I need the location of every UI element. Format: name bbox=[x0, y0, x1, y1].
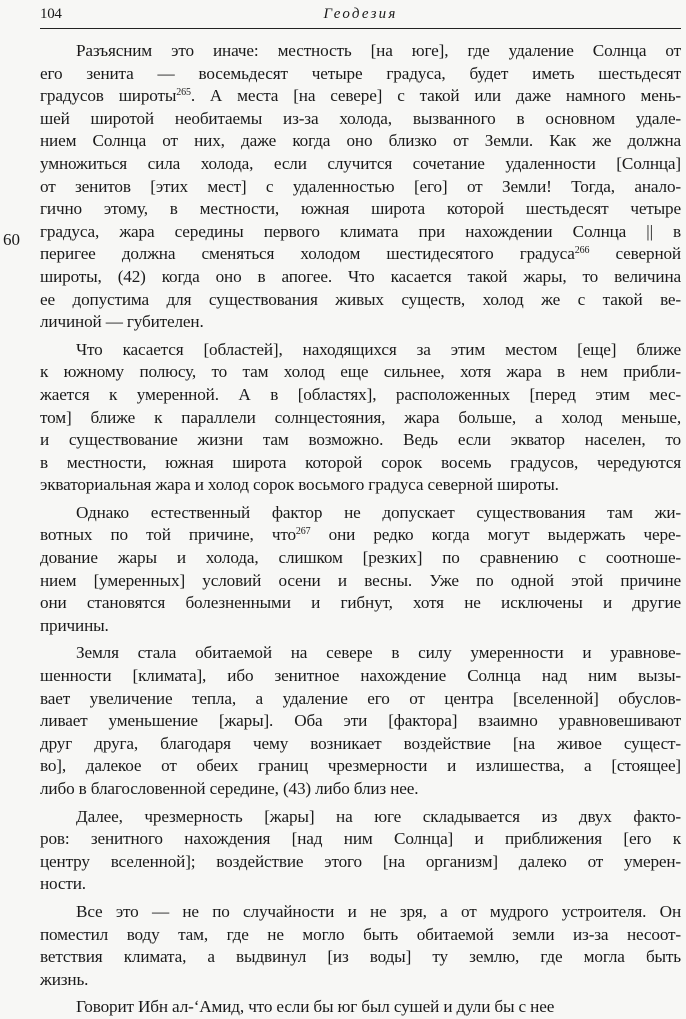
paragraph bbox=[40, 502, 681, 638]
text-run: нием Солнца от них, даже когда оно близко от Земли. Как же должна bbox=[40, 131, 681, 151]
text-run: либо в благословенной середине, (43) либо близ нее. bbox=[40, 779, 419, 798]
text-line bbox=[40, 665, 681, 688]
text-run: шей широтой необитаемы из-за холода, вызванного в основном удале- bbox=[40, 108, 681, 128]
text-run: Что касается [областей], находящихся за этим местом [еще] ближе bbox=[76, 339, 681, 359]
text-line bbox=[40, 407, 681, 430]
text-run: Однако естественный фактор не допускает существования там жи- bbox=[76, 502, 681, 522]
text-line bbox=[40, 153, 681, 176]
text-line bbox=[40, 688, 681, 711]
running-title: Геодезия bbox=[323, 6, 398, 22]
text-line bbox=[40, 733, 681, 756]
text-run: от зенитов [этих мест] с удаленностью [его] от Земли! Тогда, анало- bbox=[40, 176, 681, 196]
text-line bbox=[40, 873, 681, 896]
text-line bbox=[40, 243, 681, 266]
text-line bbox=[40, 361, 681, 384]
text-run: экваториальная жара и холод сорок восьмого градуса северной широты. bbox=[40, 475, 559, 495]
text-line bbox=[40, 108, 681, 131]
text-line bbox=[40, 615, 681, 638]
text-line bbox=[40, 266, 681, 289]
text-line bbox=[40, 63, 681, 86]
text-line bbox=[40, 592, 681, 615]
text-line bbox=[40, 969, 681, 992]
text-run: его зенита — восемьдесят четыре градуса, будет иметь шестьдесят bbox=[40, 63, 681, 83]
page-header bbox=[40, 4, 681, 29]
text-line bbox=[40, 452, 681, 475]
text-line bbox=[40, 311, 681, 334]
text-run: Земля стала обитаемой на севере в силу умеренности и уравнове- bbox=[76, 643, 681, 663]
text-run: в местности, южная широта которой сорок восемь градусов, чередуются bbox=[40, 452, 681, 472]
text-line bbox=[40, 755, 681, 778]
text-run: личиной — губителен. bbox=[40, 312, 204, 332]
text-run: Все это — не по случайности и не зря, а от мудрого устроителя. Он bbox=[76, 901, 681, 921]
text-line bbox=[40, 130, 681, 153]
text-run: они становятся болезненными и гибнут, хотя не исключены и другие bbox=[40, 593, 681, 613]
text-line bbox=[40, 901, 681, 924]
paragraph bbox=[40, 901, 681, 991]
paragraph bbox=[40, 339, 681, 497]
text-line bbox=[40, 384, 681, 407]
text-run: широты, (42) когда оно в апогее. Что касается такой жары, то величина bbox=[40, 266, 681, 286]
text-run: центру вселенной]; воздействие этого [на организм] далеко от умерен- bbox=[40, 851, 681, 871]
text-line bbox=[40, 828, 681, 851]
text-run: ливает уменьшение [жары]. Оба эти [фактора] взаимно уравновешивают bbox=[40, 711, 681, 731]
text-line bbox=[40, 642, 681, 665]
text-line bbox=[40, 806, 681, 829]
text-line bbox=[40, 176, 681, 199]
margin-line-number: 60 bbox=[3, 230, 20, 249]
text-run: поместил воду там, где не могло быть обитаемой земли из-за несоот- bbox=[40, 924, 681, 944]
text-run: Говорит Ибн ал-‘Амид, что если бы юг был сушей и дули бы с нее bbox=[76, 997, 555, 1017]
text-line bbox=[40, 289, 681, 312]
text-run: жизнь. bbox=[40, 969, 89, 989]
footnote-ref: 265 bbox=[176, 87, 191, 99]
page-number: 104 bbox=[40, 6, 62, 22]
text-run: вотных по той причине, что bbox=[40, 525, 296, 545]
text-run: причины. bbox=[40, 615, 109, 635]
text-run: к южному полюсу, то там холод еще сильнее, хотя жара в нем прибли- bbox=[40, 362, 681, 382]
text-line bbox=[40, 547, 681, 570]
text-run: нием [умеренных] условий осени и весны. Уже по одной этой причине bbox=[40, 570, 681, 590]
text-line bbox=[40, 198, 681, 221]
text-line bbox=[40, 339, 681, 362]
paragraph bbox=[40, 806, 681, 896]
text-line bbox=[40, 429, 681, 452]
text-run: том] ближе к параллели солнцестояния, жара больше, а холод меньше, bbox=[40, 407, 681, 427]
text-line bbox=[40, 40, 681, 63]
text-run: во], далекое от обеих границ чрезмерности и излишества, а [стоящее] bbox=[40, 756, 681, 776]
footnote-ref: 266 bbox=[574, 245, 590, 257]
text-run: Разъясним это иначе: местность [на юге], где удаление Солнца от bbox=[76, 41, 681, 60]
paragraph bbox=[40, 642, 681, 800]
text-run: они редко когда могут выдержать чере- bbox=[310, 525, 681, 545]
text-line bbox=[40, 502, 681, 525]
text-run: ров: зенитного нахождения [над ним Солнца] и приближения [его к bbox=[40, 829, 681, 849]
text-run: Далее, чрезмерность [жары] на юге складывается из двух факто- bbox=[76, 806, 681, 826]
footnote-ref: 267 bbox=[295, 526, 311, 538]
text-run: градуса, жара середины первого климата при нахождении Солнца || в bbox=[40, 221, 681, 241]
paragraph bbox=[40, 40, 681, 334]
text-run: ности. bbox=[40, 874, 86, 894]
text-run: северной bbox=[589, 244, 681, 264]
text-run: градусов широты bbox=[40, 86, 177, 106]
text-run: жается к умеренной. А в [областях], расположенных [перед этим мес- bbox=[40, 384, 681, 404]
text-run: и существование жизни там возможно. Ведь если экватор населен, то bbox=[40, 430, 681, 450]
text-line bbox=[40, 524, 681, 547]
text-line bbox=[40, 474, 681, 497]
body-text bbox=[40, 40, 681, 1019]
text-run: гично этому, в местности, южная широта которой шестьдесят четыре bbox=[40, 199, 681, 219]
text-run: ее допустима для существования живых существ, холод же с такой ве- bbox=[40, 289, 681, 309]
text-line bbox=[40, 778, 681, 801]
text-run: умножиться сила холода, если случится сочетание удаленности [Солнца] bbox=[40, 153, 681, 173]
text-run: шенности [климата], ибо зенитное нахождение Солнца над ним вызы- bbox=[40, 666, 681, 686]
text-line bbox=[40, 221, 681, 244]
text-line bbox=[40, 710, 681, 733]
text-line bbox=[40, 924, 681, 947]
text-run: ветствия климата, а выдвинул [из воды] ту землю, где могла быть bbox=[40, 947, 681, 967]
text-run: дование жары и холода, слишком [резких] по сравнению с соотноше- bbox=[40, 548, 681, 568]
text-line bbox=[40, 570, 681, 593]
text-line bbox=[40, 851, 681, 874]
text-run: . А места [на севере] с такой или даже намного мень- bbox=[190, 86, 681, 106]
text-run: друг друга, благодаря чему возникает воздействие [на живое сущест- bbox=[40, 733, 681, 753]
text-run: перигее должна сменяться холодом шестидесятого градуса bbox=[40, 244, 575, 264]
text-line bbox=[40, 85, 681, 108]
text-run: вает увеличение тепла, а удаление его от центра [вселенной] обуслов- bbox=[40, 688, 681, 708]
text-line bbox=[40, 946, 681, 969]
